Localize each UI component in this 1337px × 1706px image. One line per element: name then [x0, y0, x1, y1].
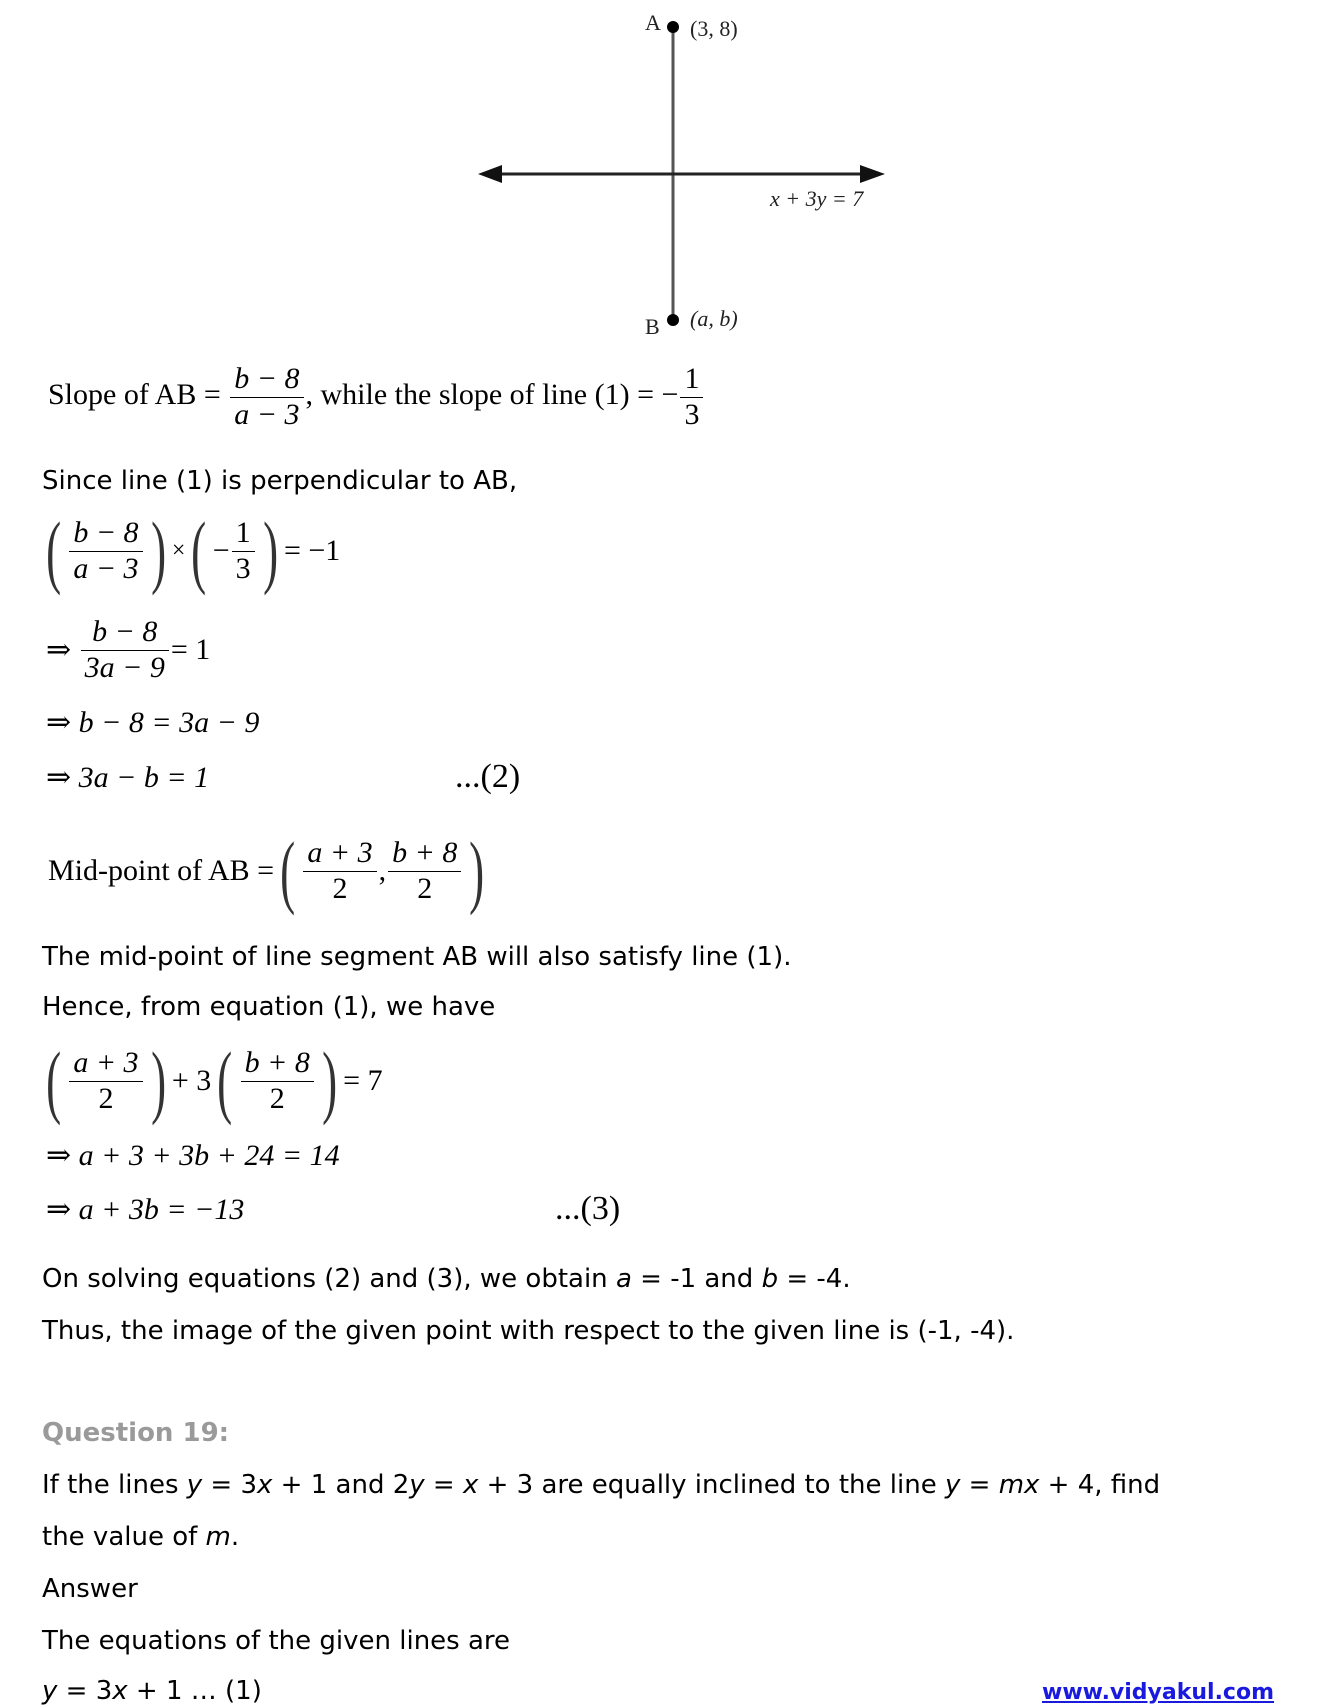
equation-step-3: ⇒ 3a − b = 1: [46, 761, 210, 794]
answer-intro: The equations of the given lines are: [42, 1626, 511, 1656]
midpoint-text: The mid-point of line segment AB will also satisfy line (1).: [42, 942, 792, 972]
question-text-line-1: If the lines y = 3x + 1 and 2y = x + 3 are equally inclined to the line y = mx + 4, find: [42, 1470, 1161, 1500]
answer-equation-1: y = 3x + 1 … (1): [42, 1676, 262, 1706]
midpoint-step-2: ⇒ a + 3b = −13: [46, 1193, 245, 1226]
point-b-dot: [667, 314, 679, 326]
question-heading: Question 19:: [42, 1418, 230, 1448]
midpoint-substitution-equation: ( $\frac{a + 3}{2}$ ) + 3( $\frac{b + 8}{2}$ ) = 7: [46, 1035, 383, 1126]
point-a-coords: (3, 8): [690, 16, 738, 41]
point-b-label: B: [645, 314, 660, 339]
equation-ref-2: ...(2): [455, 758, 521, 795]
equation-ref-3: ...(3): [555, 1190, 621, 1227]
left-arrowhead-icon: [478, 165, 502, 183]
perpendicular-diagram: [460, 0, 900, 350]
conclusion-text: Thus, the image of the given point with respect to the given line is (-1, -4).: [42, 1316, 1015, 1346]
midpoint-statement: Mid-point of AB =( $\frac{a + 3}{2}$ , $\frac{b + 8}{2}$ ): [48, 825, 485, 916]
perpendicular-text: Since line (1) is perpendicular to AB,: [42, 466, 518, 496]
slope-product-equation: ( $\frac{b - 8}{a - 3}$ ) ×( − $\frac{1}{3}$ ) = −1: [46, 505, 341, 596]
question-text-line-2: the value of m.: [42, 1522, 240, 1552]
slope-statement: Slope of AB = $\frac{b - 8}{a - 3}$ , while the slope of line (1) = − $\frac{1}{3}$: [48, 362, 705, 432]
midpoint-step-1: ⇒ a + 3 + 3b + 24 = 14: [46, 1139, 340, 1172]
point-a-dot: [667, 21, 679, 33]
point-b-coords: (a, b): [690, 306, 738, 331]
equation-step-1: ⇒ $\frac{b - 8}{3a - 9}$ = 1: [46, 615, 211, 684]
vidyakul-link[interactable]: www.vidyakul.com: [1042, 1680, 1275, 1705]
equation-step-2: ⇒ b − 8 = 3a − 9: [46, 706, 260, 739]
hence-text: Hence, from equation (1), we have: [42, 992, 496, 1022]
right-arrowhead-icon: [860, 165, 885, 183]
solve-text: On solving equations (2) and (3), we obtain a = -1 and b = -4.: [42, 1264, 851, 1294]
point-a-label: A: [645, 10, 661, 35]
answer-label: Answer: [42, 1574, 138, 1604]
line-equation-label: x + 3y = 7: [770, 186, 864, 211]
line1-slope-fraction: $\frac{1}{3}$: [680, 362, 703, 432]
slope-fraction: $\frac{b - 8}{a - 3}$: [230, 362, 303, 432]
